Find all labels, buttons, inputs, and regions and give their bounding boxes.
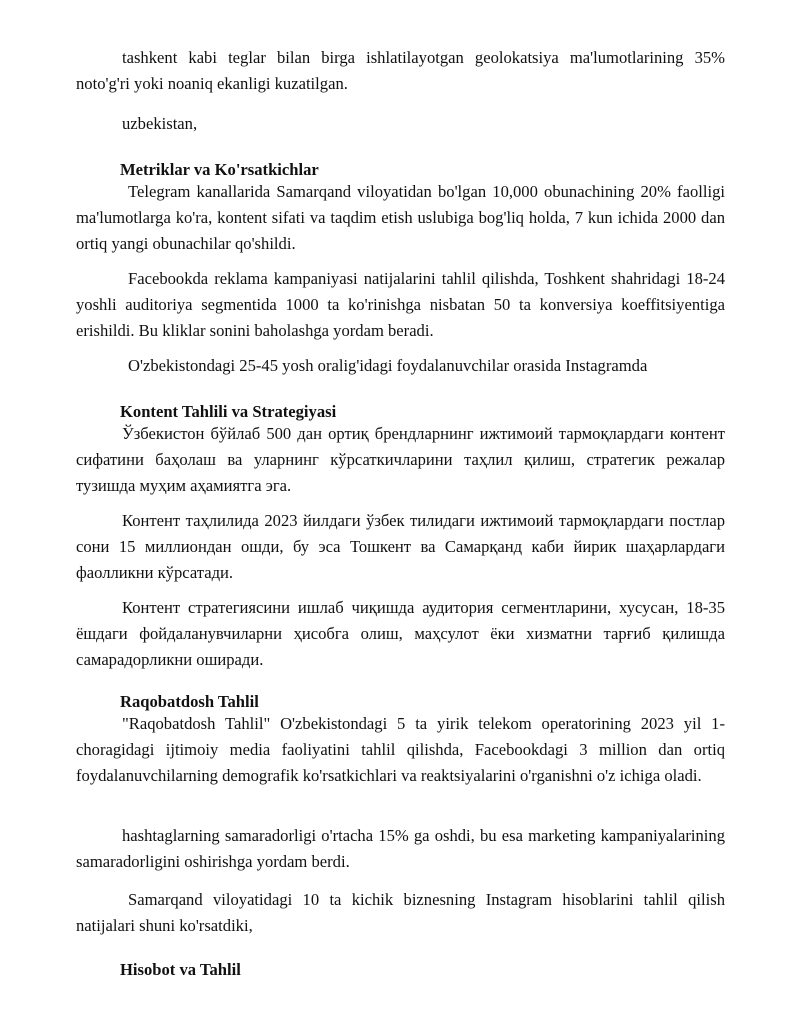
paragraph-brands: Ўзбекистон бўйлаб 500 дан ортиқ брендларнинг ижтимоий тармоқлардаги контент сифатини баҳолаш ва уларнинг кўрсаткичларини таҳлил қилиш, стратегик режалар тузишда муҳим аҳамиятга эга.	[76, 424, 725, 495]
paragraph-instagram-users: O'zbekistondagi 25-45 yosh oralig'idagi foydalanuvchilar orasida Instagramda	[128, 356, 648, 375]
heading-competitor-analysis: Raqobatdosh Tahlil	[120, 692, 259, 711]
paragraph-hashtags: hashtaglarning samaradorligi o'rtacha 15% ga oshdi, bu esa marketing kampaniyalarining samaradorligini oshirishga yordam berdi.	[76, 826, 725, 871]
heading-report: Hisobot va Tahlil	[120, 960, 241, 979]
heading-metrics: Metriklar va Ko'rsatkichlar	[120, 160, 319, 179]
paragraph-facebook-ads: Facebookda reklama kampaniyasi natijalarini tahlil qilishda, Toshkent shahridagi 18-24 yoshli auditoriya segmentida 1000 ta ko'rinishga nisbatan 50 ta konversiya koeffitsiyentiga erishildi. Bu kliklar sonini baholashga yordam beradi.	[76, 269, 725, 340]
paragraph-geolocation: tashkent kabi teglar bilan birga ishlatilayotgan geolokatsiya ma'lumotlarining 35% noto'g'ri yoki noaniq ekanligi kuzatilgan.	[76, 48, 725, 93]
paragraph-content-strategy: Контент стратегиясини ишлаб чиқишда аудитория сегментларини, хусусан, 18-35 ёшдаги фойдаланувчиларни ҳисобга олиш, маҳсулот ёки хизматни тарғиб қилишда самарадорликни оширади.	[76, 598, 725, 669]
paragraph-uzbekistan: uzbekistan,	[122, 114, 198, 133]
paragraph-telegram: Telegram kanallarida Samarqand viloyatidan bo'lgan 10,000 obunachining 20% faolligi ma'lumotlarga ko'ra, kontent sifati va taqdim etish uslubiga bog'liq holda, 7 kun ichida 2000 dan ortiq yangi obunachilar qo'shildi.	[76, 182, 725, 253]
paragraph-telecom: "Raqobatdosh Tahlil" O'zbekistondagi 5 ta yirik telekom operatorining 2023 yil 1-choragidagi ijtimoiy media faoliyatini tahlil qilishda, Facebookdagi 3 million dan ortiq foydalanuvchilarning demografik ko'rsatkichlari va reaktsiyalarini o'rganishni o'z ichiga oladi.	[76, 714, 725, 785]
heading-content-analysis: Kontent Tahlili va Strategiyasi	[120, 402, 337, 421]
paragraph-posts-2023: Контент таҳлилида 2023 йилдаги ўзбек тилидаги ижтимоий тармоқлардаги постлар сони 15 миллиондан ошди, бу эса Тошкент ва Самарқанд каби йирик шаҳарлардаги фаолликни кўрсатади.	[76, 511, 725, 582]
paragraph-small-business: Samarqand viloyatidagi 10 ta kichik biznesning Instagram hisoblarini tahlil qilish natijalari shuni ko'rsatdiki,	[76, 890, 725, 935]
